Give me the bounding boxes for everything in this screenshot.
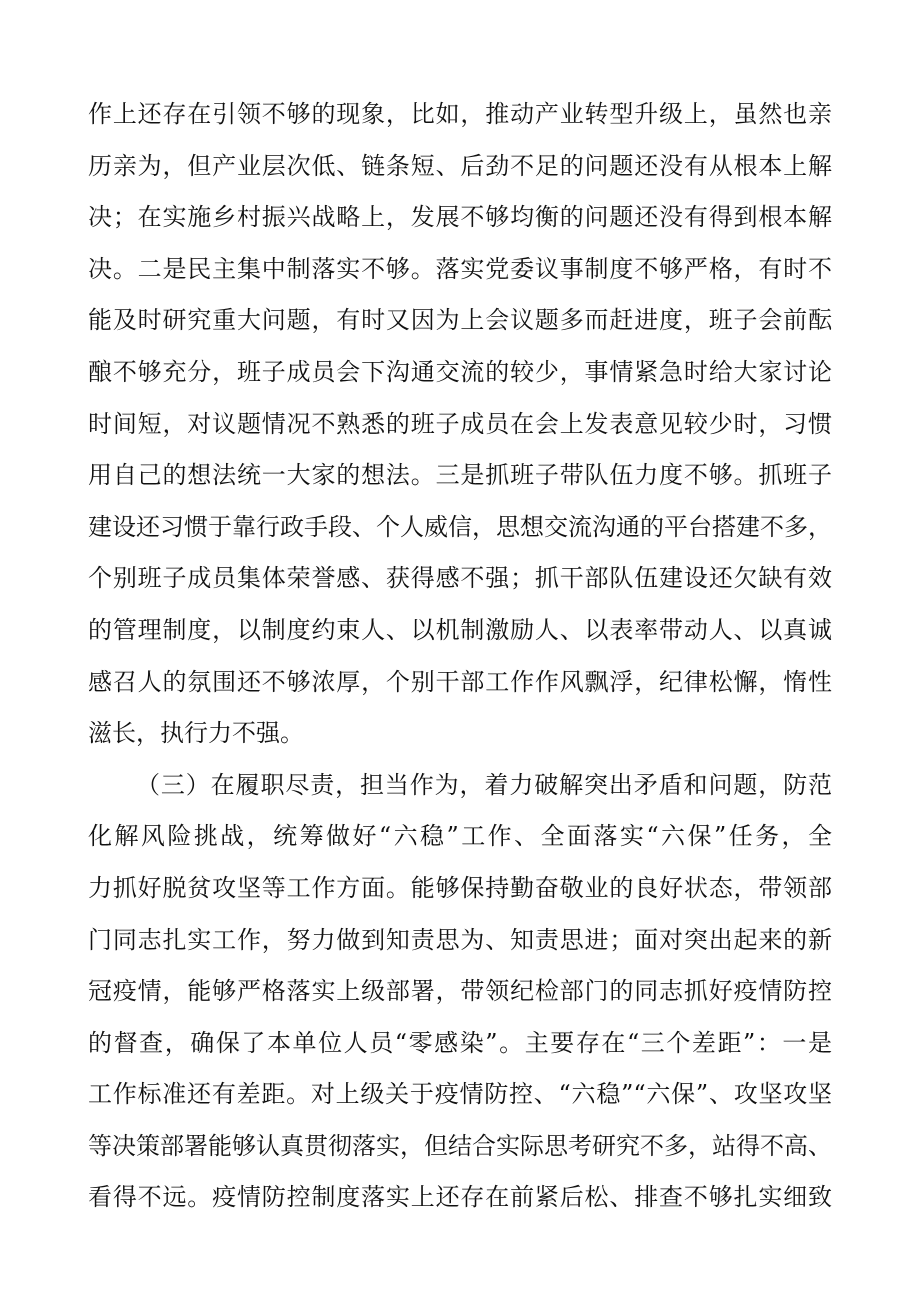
paragraph-1: [88, 89, 832, 760]
text-line: 冠疫情，能够严格落实上级部署，带领纪检部门的同志抓好疫情防控: [88, 977, 832, 1006]
text-line: 力抓好脱贫攻坚等工作方面。能够保持勤奋敬业的良好状态，带领部: [88, 873, 832, 902]
text-line: 决；在实施乡村振兴战略上，发展不够均衡的问题还没有得到根本解: [88, 203, 832, 232]
text-line: 决。二是民主集中制落实不够。落实党委议事制度不够严格，有时不: [88, 254, 832, 283]
text-line: 门同志扎实工作，努力做到知责思为、知责思进；面对突出起来的新: [88, 925, 832, 954]
text-line: 历亲为，但产业层次低、链条短、后劲不足的问题还没有从根本上解: [88, 151, 832, 180]
text-line: 滋长，执行力不强。: [88, 719, 304, 748]
text-line: （三）在履职尽责，担当作为，着力破解突出矛盾和问题，防范: [136, 770, 832, 799]
text-line: 工作标准还有差距。对上级关于疫情防控、“六稳”“六保”、攻坚攻坚: [88, 1080, 832, 1109]
text-line: 看得不远。疫情防控制度落实上还存在前紧后松、排查不够扎实细致: [88, 1183, 832, 1212]
text-line: 时间短，对议题情况不熟悉的班子成员在会上发表意见较少时，习惯: [88, 409, 832, 438]
text-line: 用自己的想法统一大家的想法。三是抓班子带队伍力度不够。抓班子: [88, 461, 832, 490]
text-line: 等决策部署能够认真贯彻落实，但结合实际思考研究不多，站得不高、: [88, 1131, 832, 1160]
text-line: 个别班子成员集体荣誉感、获得感不强；抓干部队伍建设还欠缺有效: [88, 564, 832, 593]
text-line: 能及时研究重大问题，有时又因为上会议题多而赶进度，班子会前酝: [88, 306, 832, 335]
paragraph-2: [88, 760, 832, 1224]
body-text: [88, 89, 832, 1224]
text-line: 酿不够充分，班子成员会下沟通交流的较少，事情紧急时给大家讨论: [88, 357, 832, 386]
text-line: 的督查，确保了本单位人员“零感染”。主要存在“三个差距”：一是: [88, 1028, 832, 1057]
text-line: 建设还习惯于靠行政手段、个人威信，思想交流沟通的平台搭建不多，: [88, 512, 832, 541]
text-line: 作上还存在引领不够的现象，比如，推动产业转型升级上，虽然也亲: [88, 100, 832, 128]
text-line: 感召人的氛围还不够浓厚，个别干部工作作风飘浮，纪律松懈，惰性: [88, 667, 832, 696]
text-line: 化解风险挑战，统筹做好“六稳”工作、全面落实“六保”任务，全: [88, 822, 832, 851]
text-line: 的管理制度，以制度约束人、以机制激励人、以表率带动人、以真诚: [88, 615, 832, 644]
